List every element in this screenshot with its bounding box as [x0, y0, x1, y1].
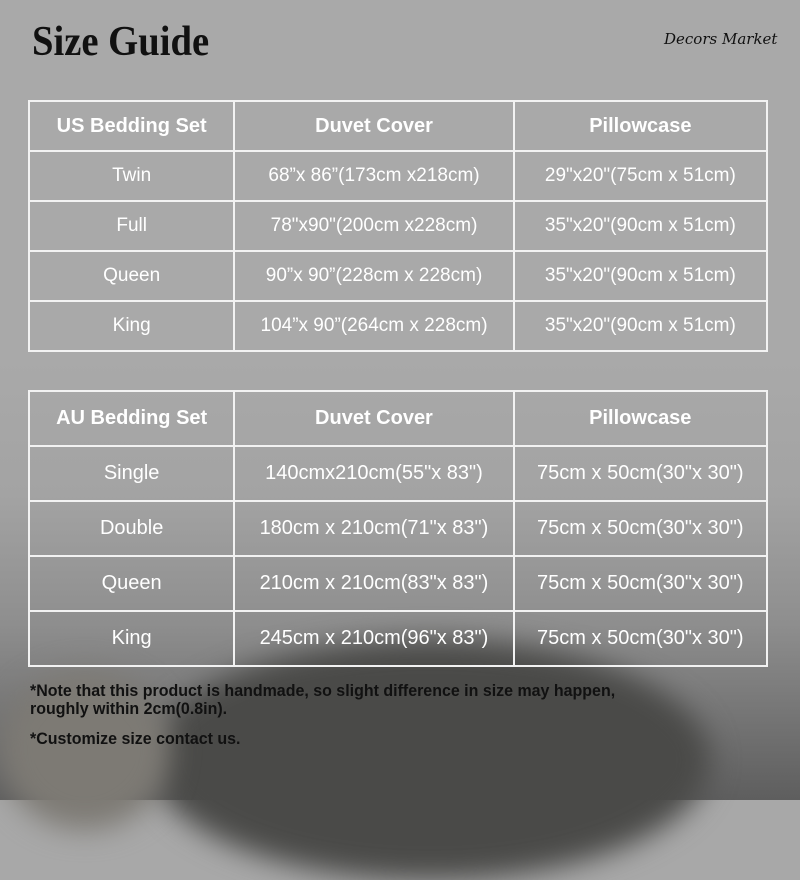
au-size-table [28, 390, 768, 667]
table-row [29, 201, 767, 251]
notes [30, 682, 615, 748]
duvet-cell: 180cm x 210cm(71"x 83") [234, 501, 513, 556]
table-header-row [29, 391, 767, 446]
handmade-note: *Note that this product is handmade, so slight difference in size may happen, [30, 681, 616, 700]
table-row [29, 556, 767, 611]
brand-logo: Decors Market [664, 30, 778, 48]
pillowcase-cell: 75cm x 50cm(30"x 30") [514, 446, 767, 501]
header-cell: Duvet Cover [234, 101, 513, 151]
duvet-cell: 140cmx210cm(55"x 83") [234, 446, 513, 501]
header-cell: Duvet Cover [234, 391, 513, 446]
us-size-table [28, 100, 768, 352]
pillowcase-cell: 35"x20"(90cm x 51cm) [514, 201, 767, 251]
duvet-cell: 90”x 90”(228cm x 228cm) [234, 251, 513, 301]
table-row [29, 611, 767, 666]
pillowcase-cell: 75cm x 50cm(30"x 30") [514, 501, 767, 556]
size-cell: King [29, 611, 234, 666]
size-cell: Double [29, 501, 234, 556]
size-cell: Twin [29, 151, 234, 201]
size-cell: Queen [29, 251, 234, 301]
table-row [29, 446, 767, 501]
pillowcase-cell: 35"x20"(90cm x 51cm) [514, 251, 767, 301]
duvet-cell: 78"x90"(200cm x228cm) [234, 201, 513, 251]
handmade-note-continued: roughly within 2cm(0.8in). [30, 699, 228, 718]
table-row [29, 251, 767, 301]
table-row [29, 501, 767, 556]
table-row [29, 301, 767, 351]
size-cell: Single [29, 446, 234, 501]
header-cell: Pillowcase [514, 101, 767, 151]
duvet-cell: 68”x 86”(173cm x218cm) [234, 151, 513, 201]
header-cell: Pillowcase [514, 391, 767, 446]
duvet-cell: 210cm x 210cm(83"x 83") [234, 556, 513, 611]
pillowcase-cell: 75cm x 50cm(30"x 30") [514, 556, 767, 611]
table-header-row [29, 101, 767, 151]
header-cell: AU Bedding Set [29, 391, 234, 446]
size-cell: King [29, 301, 234, 351]
pillowcase-cell: 35"x20"(90cm x 51cm) [514, 301, 767, 351]
pillowcase-cell: 29"x20"(75cm x 51cm) [514, 151, 767, 201]
size-cell: Full [29, 201, 234, 251]
table-row [29, 151, 767, 201]
page-title: Size Guide [32, 19, 210, 65]
pillowcase-cell: 75cm x 50cm(30"x 30") [514, 611, 767, 666]
header-cell: US Bedding Set [29, 101, 234, 151]
duvet-cell: 245cm x 210cm(96"x 83") [234, 611, 513, 666]
customize-note: *Customize size contact us. [30, 729, 241, 748]
duvet-cell: 104”x 90”(264cm x 228cm) [234, 301, 513, 351]
bedding-photo-shape [150, 640, 710, 880]
size-cell: Queen [29, 556, 234, 611]
